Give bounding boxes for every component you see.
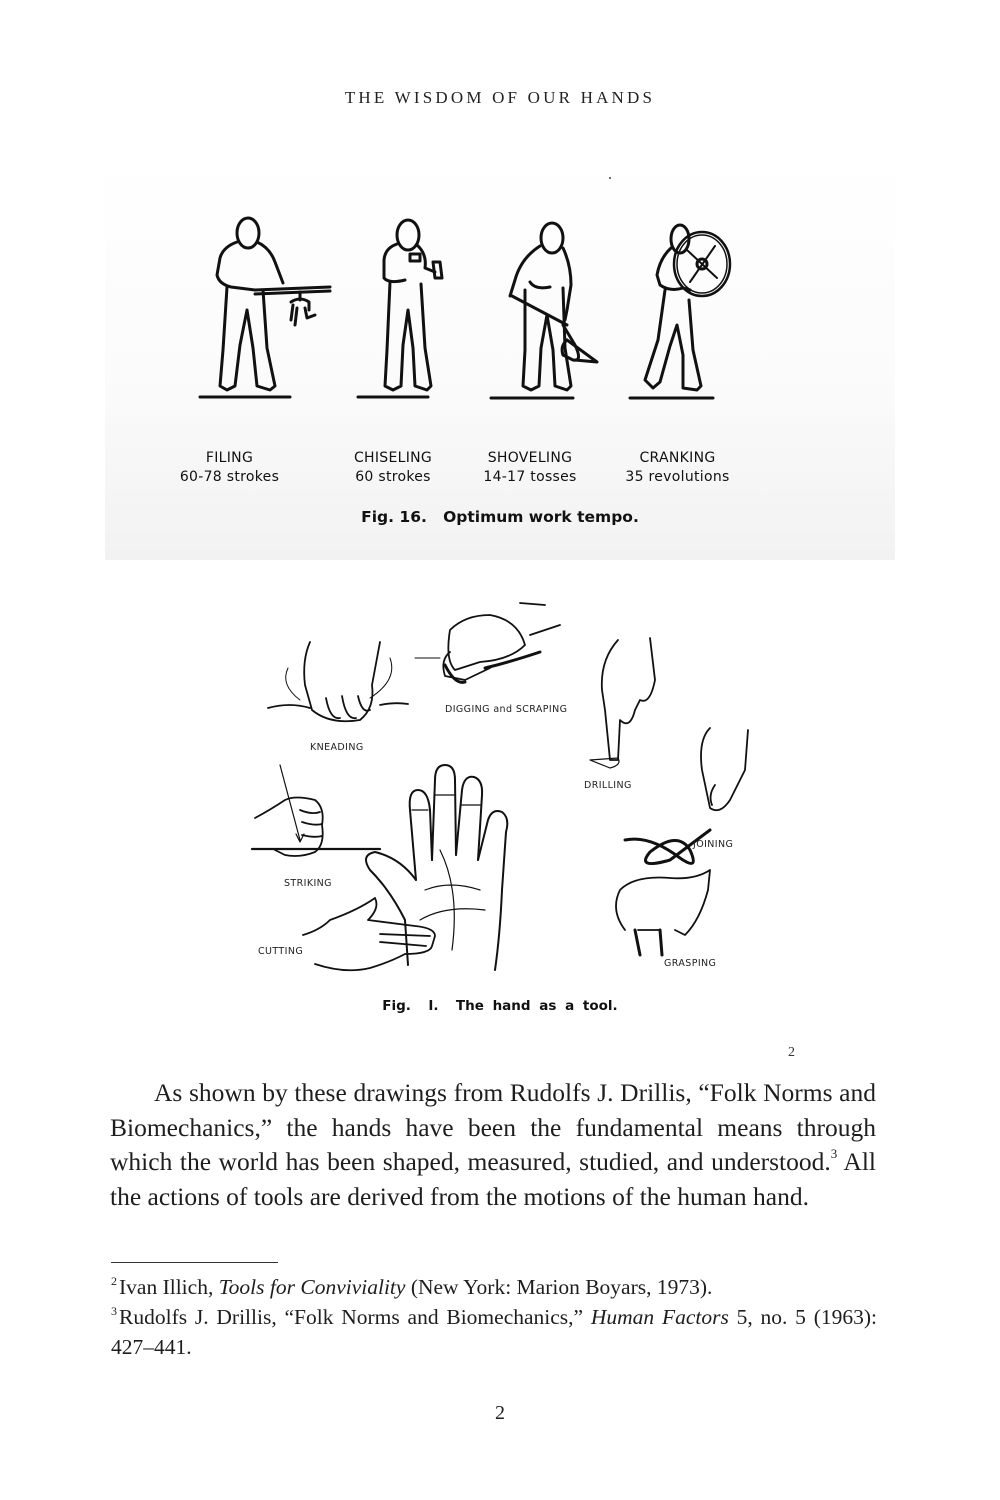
- figure-1-caption: Fig. I. The hand as a tool.: [382, 998, 618, 1014]
- footnote-3: [111, 1302, 877, 1362]
- label-cutting: CUTTING: [258, 946, 304, 957]
- panel-chiseling: [333, 449, 453, 487]
- label-joining: JOINING: [693, 839, 734, 850]
- body-text-part1: As shown by these drawings from Rudolfs J. Drillis, “Folk Norms and Biomechanics,” the hands have been the fundamental means through which the world has been shaped, measured, studied, and understood.: [110, 1078, 876, 1176]
- activity-label: CRANKING: [639, 450, 716, 466]
- footnote-ref-3[interactable]: 3: [830, 1146, 838, 1161]
- footnote-number: 2: [111, 1274, 117, 1288]
- figure-1-hand-as-tool: [240, 590, 760, 1030]
- digging-hand-icon: [415, 603, 560, 682]
- work-tempo-labels: [105, 449, 895, 489]
- label-striking: STRIKING: [284, 878, 332, 889]
- footnote-title: Human Factors: [590, 1305, 729, 1329]
- figure-16-work-tempo: [105, 150, 895, 560]
- activity-label: CHISELING: [353, 450, 433, 466]
- footnote-text: (New York: Marion Boyars, 1973).: [405, 1275, 713, 1299]
- rate-label: 14-17 tosses: [483, 469, 577, 485]
- rate-label: 60 strokes: [355, 469, 431, 485]
- page-number: 2: [495, 1402, 505, 1424]
- work-tempo-illustration: [105, 150, 895, 450]
- label-grasping: GRASPING: [664, 958, 717, 969]
- drilling-hand-icon: [590, 638, 655, 768]
- figure-16-caption: Fig. 16. Optimum work tempo.: [361, 508, 639, 526]
- rate-label: 35 revolutions: [625, 469, 730, 485]
- body-paragraph: [110, 1076, 876, 1214]
- footnote-text: 5, no. 5 (1963): 427–441.: [111, 1305, 878, 1359]
- footnote-rule: [111, 1262, 278, 1263]
- footnote-number: 3: [111, 1304, 117, 1318]
- striking-hand-icon: [252, 765, 380, 856]
- cranking-figure-icon: [645, 225, 730, 390]
- hand-tools-illustration: [240, 590, 760, 990]
- palm-hand-icon: [366, 765, 507, 970]
- figure-marker-number: 2: [788, 1045, 795, 1060]
- footnote-2: [111, 1272, 877, 1302]
- footnote-text: Rudolfs J. Drillis, “Folk Norms and Biomechanics,”: [119, 1305, 591, 1329]
- chiseling-figure-icon: [384, 220, 442, 390]
- label-drilling: DRILLING: [584, 780, 632, 791]
- panel-shoveling: [465, 449, 595, 487]
- footnote-title: Tools for Conviviality: [218, 1275, 406, 1299]
- grasping-hand-icon: [616, 870, 710, 955]
- kneading-hand-icon: [268, 642, 408, 721]
- activity-label: SHOVELING: [487, 450, 573, 466]
- running-head: THE WISDOM OF OUR HANDS: [344, 88, 656, 107]
- panel-filing: [167, 449, 292, 487]
- rate-label: 60-78 strokes: [179, 469, 280, 485]
- footnotes: [111, 1272, 877, 1362]
- label-digging-scraping: DIGGING and SCRAPING: [445, 704, 568, 715]
- filing-figure-icon: [217, 218, 330, 390]
- cutting-hand-icon: [303, 898, 435, 970]
- footnote-text: Ivan Illich,: [119, 1275, 219, 1299]
- label-kneading: KNEADING: [310, 742, 364, 753]
- shoveling-figure-icon: [510, 223, 597, 390]
- panel-cranking: [605, 449, 750, 487]
- activity-label: FILING: [205, 450, 254, 466]
- body-text-part2: All the actions of tools are derived from the motions of the human hand.: [110, 1147, 876, 1211]
